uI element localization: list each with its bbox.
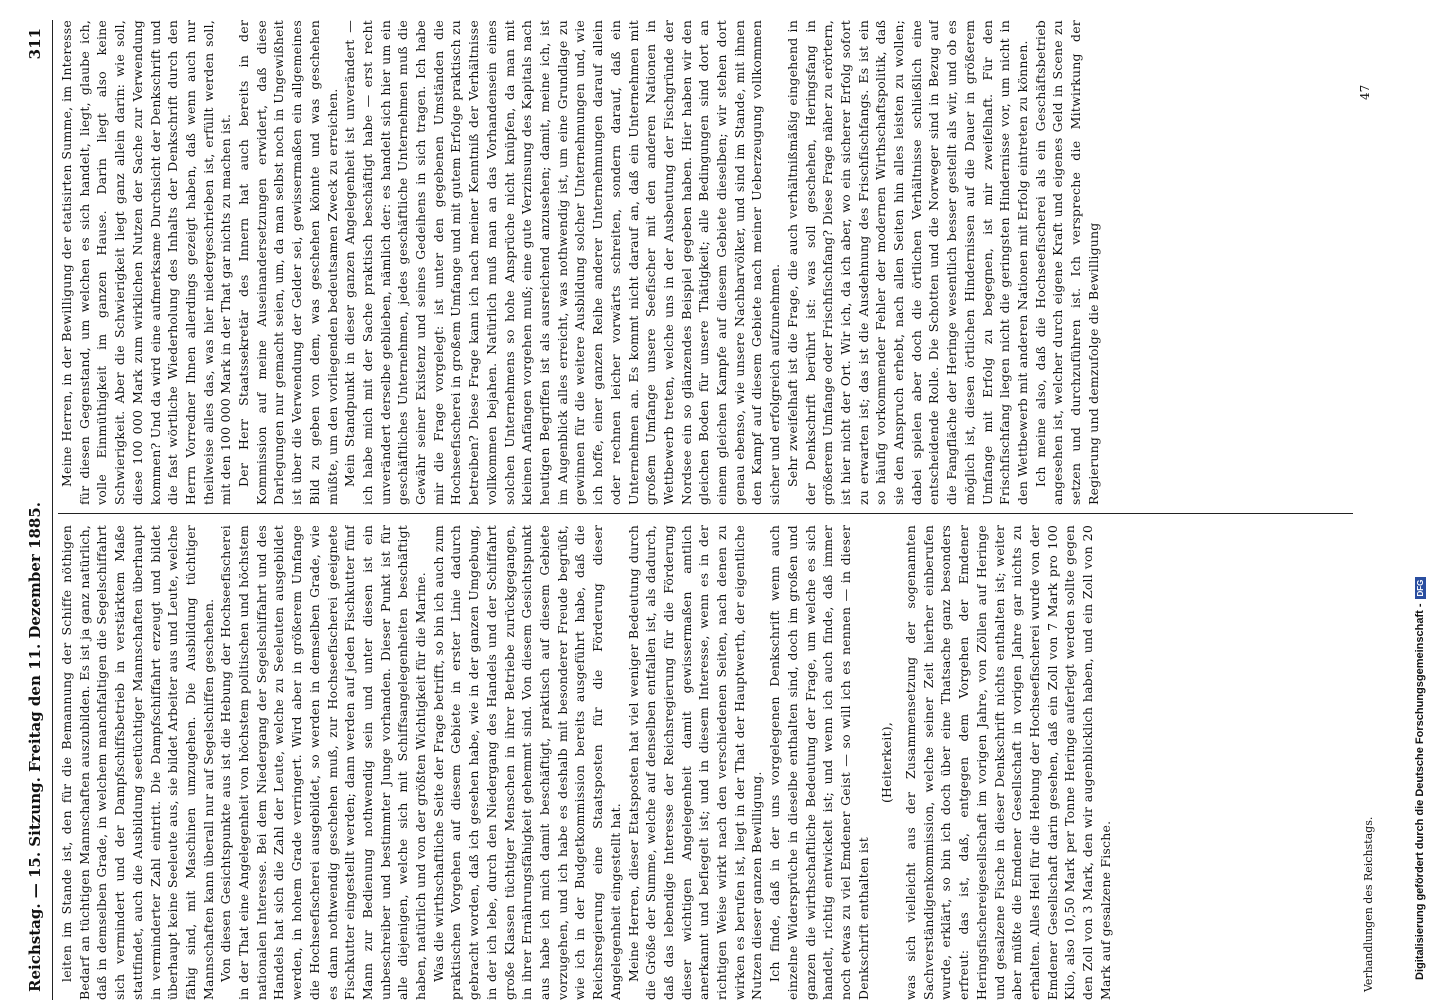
header-title: Reichstag. — 15. Sitzung. Freitag den 11. Dezember 1885. xyxy=(26,501,44,992)
footer-source: Verhandlungen des Reichstags. xyxy=(1362,816,1375,992)
dfg-logo: DFG xyxy=(1415,577,1426,600)
paragraph: Mein Standpunkt in dieser ganzen Angelegenheit ist unverändert — ich habe mich mit der Sache praktisch beschäftigt habe — erst recht unverändert derselbe geblieben, nämlich der: es handelt sich hier um ein geschäftliches Unternehmen, jedes geschäftliche Unternehmen muß die Gewähr seiner Existenz und seines Gedeihens in sich tragen. Ich habe mir die Frage vorgelegt: ist unter den gegebenen Umständen die Hochseefischerei in großem Umfange und mit gutem Erfolge praktisch zu betreiben? Diese Frage kann ich nach meiner Kenntniß der Verhältnisse vollkommen bejahen. Natürlich muß man an das Vorhandensein eines solchen Unternehmens so hohe Ansprüche nicht knüpfen, da man mit kleinen Anfängen vorgehen muß; eine gute Verzinsung des Kapitals nach heutigen Begriffen ist als ausreichend anzusehen; damit, meine ich, ist im Augenblick alles erreicht, was nothwendig ist, um eine Grundlage zu gewinnen für die weitere Ausbildung solcher Unternehmungen und, wie ich hoffe, einer ganzen Reihe anderer Unternehmungen darauf allein oder rechnen leicher vorwärts schreiten, sondern darauf, daß ein Unternehmen an. Es kommt nicht darauf an, daß ein Unternehmen mit großem Umfange unsere Seefischer mit den anderen Nationen in Wettbewerb treten, welche uns in der Ausbeutung der Fischgründe der Nordsee ein so glänzendes Beispiel gegeben haben. Hier haben wir den gleichen Boden für unsere Thätigkeit; alle Bedingungen sind dort an einem gleichen Kampfe auf diesem Gebiete dieselben; wir stehen dort genau ebenso, wie unsere Nachbarvölker, und sind im Stande, mit ihnen den Kampf auf diesem Gebiete nach meiner Ueberzeugung vollkommen sicher und erfolgreich aufzunehmen. xyxy=(342,20,783,505)
credit-text: Digitalisierung gefördert durch die Deutsche Forschungsgemeinschaft - xyxy=(1414,603,1426,980)
text-column-left xyxy=(58,525,1358,1000)
paragraph: Ich meine also, daß die Hochseefischerei als ein Geschäftsbetrieb angesehen ist, welcher durch eigene Kraft und eigenes Geld in Scene zu setzen und durchzuführen ist. Ich verspreche die Mitwirkung der Regierung und demzufolge die Bewilligung xyxy=(1032,20,1101,505)
footer-sheet-number: 47 xyxy=(1358,84,1372,100)
paragraph: Von diesen Gesichtspunkte aus ist die Hebung der Hochseefischerei in der That eine Angelegenheit von höchstem politischen und höchstem nationalen Interesse. Bei dem Niedergang der Segelschiffahrt und des Handels hat sich die Zahl der Leute, welche zu Seeleuten ausgebildet werden, in hohem Grade verringert. Wird aber in größerem Umfange die Hochseefischerei ausgebildet, so werden in demselben Grade, wie es dann nothwendig geschehen muß, zur Hochseefischerei geeignete Fischkutter eingestellt werden; dann werden auf jeden Fischkutter fünf Mann zur Bedienung nothwendig sein und unter diesen ist ein unbeschreiber und bestimmter Junge vorhanden. Dieser Punkt ist für alle diejenigen, welche sich mit Schiffsangelegenheiten beschäftigt haben, natürlich und von der größten Wichtigkeit für die Marine. xyxy=(218,525,429,1000)
interjection-note: (Heiterkeit), xyxy=(879,722,895,804)
page-number: 311 xyxy=(26,28,44,60)
text-column-right xyxy=(58,20,1358,505)
paragraph: Der Herr Staatssekretär des Innern hat auch bereits in der Kommission auf meine Auseinandersetzungen erwidert, daß diese Darlegungen nur gemacht seien, um, da man selbst noch in Ungewißheit ist über die Verwendung der Gelder sei, gewissermaßen ein allgemeines Bild zu geben von dem, was geschehen könnte und was geschehen müßte, um den vorliegenden bedeutsamen Zweck zu erreichen. xyxy=(236,20,340,505)
paragraph: Sehr zweifelhaft ist die Frage, die auch verhältnißmäßig eingehend in der Denkschrift berührt ist: was soll geschehen, Heringsfang in größerem Umfange oder Frischfischfang? Diese Frage näher zu erörtern, ist hier nicht der Ort. Wir ich, da ich aber, wo ein sicherer Erfolg sofort zu erwarten ist; das ist die Ausdehnung des Frischfischfangs. Es ist ein so häufig vorkommender Fehler der modernen Wirthschaftspolitik, daß sie den Anspruch erhebt, nach allen Seiten hin alles leisten zu wollen; dabei spielen aber doch die örtlichen Verhältnisse schließlich eine entscheidende Rolle. Die Schotten und die Norweger sind in Bezug auf die Fangfläche der Heringe wesentlich besser gestellt als wir, und ob es möglich ist, diesen örtlichen Hindernissen auf die Dauer in größerem Umfange mit Erfolg zu begegnen, ist mir zweifelhaft. Für den Frischfischfang liegen nicht die geringsten Hindernisse vor, um nicht in den Wettbewerb mit anderen Nationen mit Erfolg eintreten zu können. xyxy=(784,20,1030,505)
page-header xyxy=(18,20,53,1000)
paragraph: Was die wirthschaftliche Seite der Frage betrifft, so bin ich auch zum praktischen Vorgehen auf diesem Gebiete in erster Linie dadurch gebracht worden, daß ich gesehen habe, wie in der ganzen Umgebung, in der ich lebe, durch den Niedergang des Handels und der Schiffahrt große Klassen tüchtiger Menschen in ihrer Betriebe zurückgegangen, in ihrer Ernährungsfähigkeit gehemmt sind. Von diesem Gesichtspunkt aus habe ich mich damit beschäftigt, praktisch auf diesem Gebiete vorzugehen, und ich habe es deshalb mit besonderer Freude begrüßt, wie ich in der Budgetkommission bereits ausgeführt habe, daß die Reichsregierung eine Staatsposten für die Förderung dieser Angelegenheit eingestellt hat. xyxy=(430,525,623,1000)
rotated-scan-content xyxy=(18,20,1388,1000)
paragraph: Meine Herren, dieser Etatsposten hat viel weniger Bedeutung durch die Größe der Summe, welche auf denselben entfallen ist, als dadurch, daß das lebendige Interesse der Reichsregierung für die Förderung dieser wichtigen Angelegenheit damit gewissermaßen amtlich anerkannt und befiegelt ist; und in diesem Interesse, wenn es in der richtigen Weise wirkt nach den verschiedenen Seiten, nach denen zu wirken es berufen ist, liegt in der That der Hauptwerth, der eigentliche Nutzen dieser ganzen Bewilligung. xyxy=(625,525,765,1000)
digitization-credit xyxy=(1412,0,1432,1000)
paragraph: leiten im Stande ist, den für die Bemannung der Schiffe nöthigen Bedarf an tüchtigen Mannschaften auszubilden. Es ist ja ganz natürlich, daß in demselben Grade, in welchem manchfaltigen die Segelschiffahrt sich vermindert und der Dampfschiffsbetrieb in verstärktem Maße stattfindet, auch die Ausbildung seetüchtiger Mannschaften überhaupt in verminderter Zahl eintritt. Die Dampfschiffahrt erzeugt und bildet überhaupt keine Seeleute aus, sie bildet Arbeiter aus und Leute, welche fähig sind, mit Maschinen umzugehen. Die Ausbildung tüchtiger Mannschaften kann überall nur auf Segelschiffen geschehen. xyxy=(59,525,216,1000)
paragraph: Meine Herren, in der Bewilligung der etatisirten Summe, im Interesse für diesen Gegenstand, um welchen es sich handelt, liegt, glaube ich, volle Einmüthigkeit im ganzen Hause. Darin liegt also keine Schwierigkeit. Aber die Schwierigkeit liegt ganz allein darin: wie soll, diese 100 000 Mark zum wirklichen Nutzen der Sache zur Verwendung kommen? Und da wird eine aufmerksame Durchsicht der Denkschrift und die fast wörtliche Wiederholung des Inhalts der Denkschrift durch den Herrn Vorredner Ihnen allerdings gezeigt haben, daß wenn auch nur theilweise alles das, was hier niedergeschrieben ist, erfüllt werden soll, mit den 100 000 Mark in der That gar nichts zu machen ist. xyxy=(59,20,234,505)
column-divider xyxy=(58,513,1353,514)
paragraph: was sich vielleicht aus der Zusammensetzung der sogenannten Sachverständigenkommission, welche seiner Zeit hierher einberufen wurde, erklärt, so bin ich doch über eine Thatsache ganz besonders erfreut: das ist, daß, entgegen dem Vorgehen der Emdener Heringsfischereigesellschaft im vorigen Jahre, von Zöllen auf Heringe und gesalzene Fische in dieser Denkschrift nichts enthalten ist; weiter aber müßte die Emdener Gesellschaft in vorigen Jahre gar nichts zu erhalten. Alles Heil für die Hebung der Hochseefischerei wurde von der Emdener Gesellschaft darin gesehen, daß ein Zoll von 7 Mark pro 100 Kilo, also 10,50 Mark per Tonne Heringe auferlegt werden sollte gegen den Zoll von 3 Mark, den wir augenblicklich haben, und ein Zoll von 20 Mark auf gesalzene Fische. xyxy=(903,525,1113,1000)
paragraph: Ich finde, daß in der uns vorgelegenen Denkschrift wenn auch einzelne Widersprüche in dieselbe enthalten sind, doch im großen und ganzen die wirthschaftliche Bedeutung der Frage, um welche es sich handelt, richtig entwickelt ist; und wenn ich auch finde, daß immer noch etwas zu viel Emdener Geist — so will ich es nennen — in dieser Denkschrift enthalten ist xyxy=(767,525,871,1000)
